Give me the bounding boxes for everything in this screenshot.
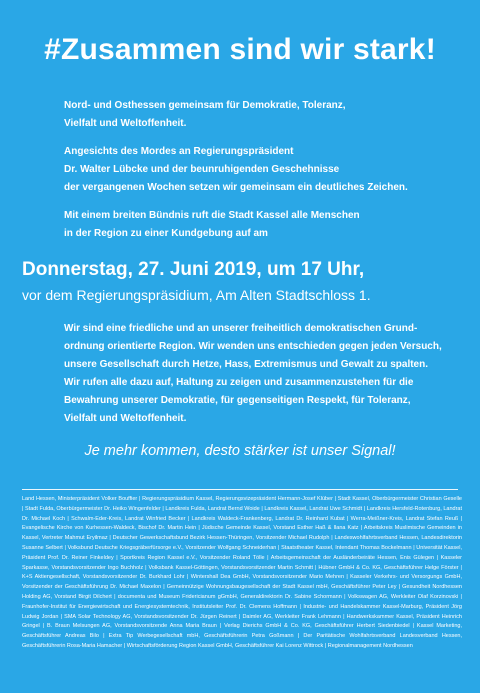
- statement-line: Wir rufen alle dazu auf, Haltung zu zeigen und zusammenzustehen für die: [64, 377, 414, 388]
- intro-line: Nord- und Osthessen gemeinsam für Demokratie, Toleranz,: [64, 100, 346, 111]
- slogan: Je mehr kommen, desto stärker ist unser Signal!: [84, 443, 396, 459]
- statement-line: unsere Gesellschaft durch Hetze, Hass, Extremismus und Gewalt zu spalten.: [64, 359, 429, 370]
- occasion-text: [64, 143, 464, 197]
- headline-title: #Zusammen sind wir stark!: [44, 33, 436, 66]
- statement-line: Vielfalt und Weltoffenheit.: [64, 413, 187, 424]
- intro-line: Vielfalt und Weltoffenheit.: [64, 118, 187, 129]
- statement-text: [64, 320, 468, 428]
- occasion-line: der vergangenen Wochen setzen wir gemeinsam ein deutliches Zeichen.: [64, 182, 408, 193]
- statement-line: ordnung orientierte Region. Wir wenden uns entschieden gegen jeden Versuch,: [64, 341, 442, 352]
- event-date-time: Donnerstag, 27. Juni 2019, um 17 Uhr,: [22, 259, 365, 280]
- call-text: [64, 207, 464, 243]
- event-location: vor dem Regierungspräsidium, Am Alten Stadtschloss 1.: [22, 287, 371, 303]
- statement-line: Wir sind eine friedliche und an unserer freiheitlich demokratischen Grund-: [64, 323, 418, 334]
- occasion-line: Dr. Walter Lübcke und der beunruhigenden Geschehnisse: [64, 164, 340, 175]
- statement-line: Bewahrung unserer Demokratie, für gegenseitigen Respekt, für Toleranz,: [64, 395, 411, 406]
- intro-text: [64, 97, 454, 133]
- occasion-line: Angesichts des Mordes an Regierungspräsident: [64, 146, 294, 157]
- call-line: Mit einem breiten Bündnis ruft die Stadt Kassel alle Menschen: [64, 210, 360, 221]
- supporters-list: Land Hessen, Ministerpräsident Volker Bouffier | Regierungspräsidium Kassel, Regierungsvizepräsident Hermann-Josef Klüber | Stadt Kassel, Oberbürgermeister Christian Geselle | Stadt Fulda, Oberbürgermeister Dr. Heiko Wingenfelder | Landkreis Fulda, Landrat Bernd Woide | Landkreis Kassel, Landrat Uwe Schmidt | Landkreis Hersfeld-Rotenburg, Landrat Dr. Michael Koch | Schwalm-Eder-Kreis, Landrat Winfried Becker | Landkreis Waldeck-Frankenberg, Landrat Dr. Reinhard Kubat | Werra-Meißner-Kreis, Landrat Stefan Reuß | Evangelische Kirche von Kurhessen-Waldeck, Bischof Dr. Martin Hein | Jüdische Gemeinde Kassel, Vorstand Esther Haß & Ilana Katz | Arbeitskreis Muslimische Gemeinden in Kassel, Vertreter Mahmut Eryilmaz | Deutscher Gewerkschaftsbund Bezirk Hessen-Thüringen, Vorsitzender Michael Rudolph | Landeswohlfahrtsverband Hessen, Landesdirektorin Susanne Selbert | Volksbund Deutsche Kriegsgräberfürsorge e.V., Vorsitzender Wolfgang Schneiderhan | Staatstheater Kassel, Intendant Thomas Bockelmann | Universität Kassel, Präsident Prof. Dr. Reiner Finkeldey | Sportkreis Region Kassel e.V., Vorsitzender Roland Tölle | Arbeitsgemeinschaft der Ausländerbeiräte Hessen, Enis Gülegen | Kasseler Sparkasse, Vorstandsvorsitzender Ingo Buchholz | Volksbank Kassel-Göttingen, Vorstandsvorsitzender Martin Schmitt | Hübner GmbH & Co. KG, Geschäftsführer Helge Förster | K+S Aktiengesellschaft, Vorstandsvorsitzender Dr. Burkhard Lohr | Wintershall Dea GmbH, Vorstandsvorsitzender Mario Mehren | Kasseler Verkehrs- und Versorgungs GmbH, Vorsitzender der Geschäftsführung Dr. Michael Maxelon | Gemeinnützige Wohnungsbaugesellschaft der Stadt Kassel mbH, Geschäftsführer Peter Ley | Gesundheit Nordhessen Holding AG, Vorstand Birgit Dilchert | documenta und Museum Fridericianum gGmbH, Generaldirektorin Dr. Sabine Schormann | Volkswagen AG, Werkleiter Olaf Korzinovski | Fraunhofer-Institut für Energiewirtschaft und Energiesystemtechnik, Institutsleiter Prof. Dr. Clemens Hoffmann | Industrie- und Handelskammer Kassel-Marburg, Präsident Jörg Ludwig Jordan | SMA Solar Technology AG, Vorstandsvorsitzender Dr. Jürgen Reinert | Daimler AG, Werkleiter Frank Lehmann | Handwerkskammer Kassel, Präsident Heinrich Gringel | B. Braun Melsungen AG, Vorstandsvorsitzende Anna Maria Braun | Verlag Dierichs GmbH & Co. KG, Geschäftsführer Herbert Siedenbiedel | Kassel Marketing, Geschäftsführer Andreas Bilo | Extra Tip Werbegesellschaft mbH, Geschäftsführerin Petra Goßmann | Der Paritätische Wohlfahrtsverband Landesverband Hessen, Geschäftsführerin Rosa-Maria Hamacher | Wirtschaftsförderung Region Kassel GmbH, Geschäftsführer Kai Lorenz Wittrock | Regionalmanagement Nordhessen: [22, 496, 462, 649]
- divider: [22, 489, 458, 490]
- call-line: in der Region zu einer Kundgebung auf am: [64, 228, 268, 239]
